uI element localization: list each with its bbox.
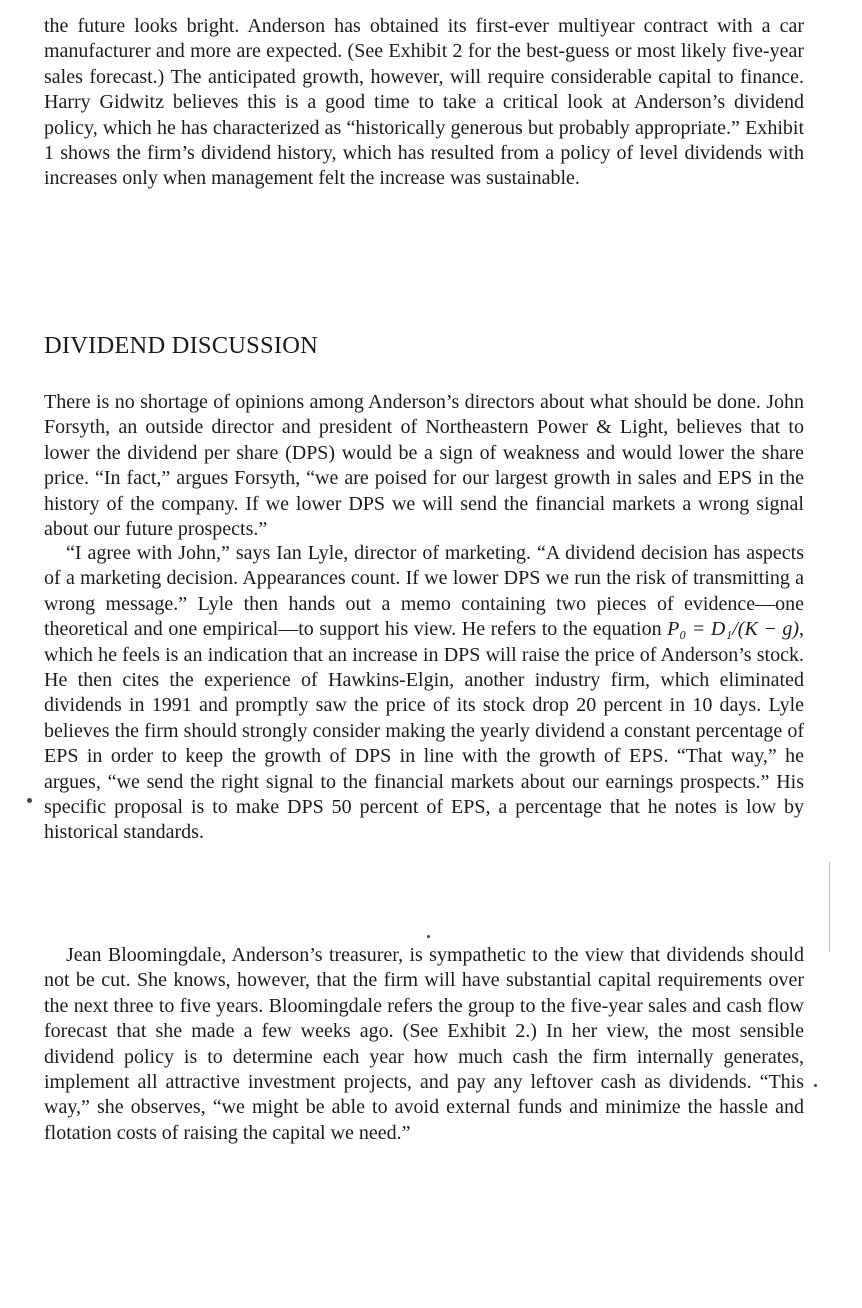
intro-paragraph: the future looks bright. Anderson has obtained its first-ever multiyear contract with a car manufacturer and more are expected. (See Exhibit 2 for the best-guess or most likely five-year sales forecast.) The anticipated growth, however, will require considerable capital to finance. Harry Gidwitz believes this is a good time to take a critical look at Anderson’s dividend policy, which he has characterized as “historically generous but probably appropriate.” Exhibit 1 shows the firm’s dividend history, which has resulted from a policy of level dividends with increases only when management felt the increase was sustainable. — [44, 15, 804, 190]
scan-speck — [427, 935, 430, 938]
forsyth-paragraph: There is no shortage of opinions among Anderson’s directors about what should be done. John Forsyth, an outside director and president of Northeastern Power & Light, believes that to lower the dividend per share (DPS) would be a sign of weakness and would lower the share price. “In fact,” argues Forsyth, “we are poised for our largest growth in sales and EPS in the history of the company. If we lower DPS we will send the financial markets a wrong signal about our future prospects.” — [44, 391, 804, 541]
scan-speck — [814, 1084, 817, 1087]
lyle-text-after-equation: , which he feels is an indication that an increase in DPS will raise the price of Anderson’s stock. He then cites the experience of Hawkins-Elgin, another industry firm, which eliminated dividends in 1991 and promptly saw the price of its stock drop 20 percent in 10 days. Lyle believes the firm should strongly consider making the yearly dividend a constant percentage of EPS in order to keep the growth of DPS in line with the growth of EPS. “That way,” he argues, “we send the right signal to the financial markets about our earnings prospects.” His specific proposal is to make DPS 50 percent of EPS, a percentage that he notes is low by historical standards. — [44, 618, 804, 844]
lyle-text-before-equation: “I agree with John,” says Ian Lyle, director of marketing. “A dividend decision has aspects of a marketing decision. Appearances count. If we lower DPS we run the risk of transmitting a wrong message.” Lyle then hands out a memo containing two pieces of evidence—one theoretical and one empirical—to support his view. He refers to the equation — [44, 542, 804, 641]
bloomingdale-paragraph: Jean Bloomingdale, Anderson’s treasurer, is sympathetic to the view that dividends should not be cut. She knows, however, that the firm will have substantial capital requirements over the next three to five years. Bloomingdale refers the group to the five-year sales and cash flow forecast that she made a few weeks ago. (See Exhibit 2.) In her view, the most sensible dividend policy is to determine each year how much cash the firm internally generates, implement all attractive investment projects, and pay any leftover cash as dividends. “This way,” she observes, “we might be able to avoid external funds and minimize the hassle and flotation costs of raising the capital we need.” — [44, 944, 804, 1144]
scan-speck — [27, 798, 32, 803]
section-heading: DIVIDEND DISCUSSION — [44, 332, 318, 359]
lyle-paragraph — [44, 541, 804, 846]
dividend-growth-equation: P₀ = D₁/(K − g) — [667, 618, 799, 641]
scan-edge-line — [829, 862, 830, 952]
